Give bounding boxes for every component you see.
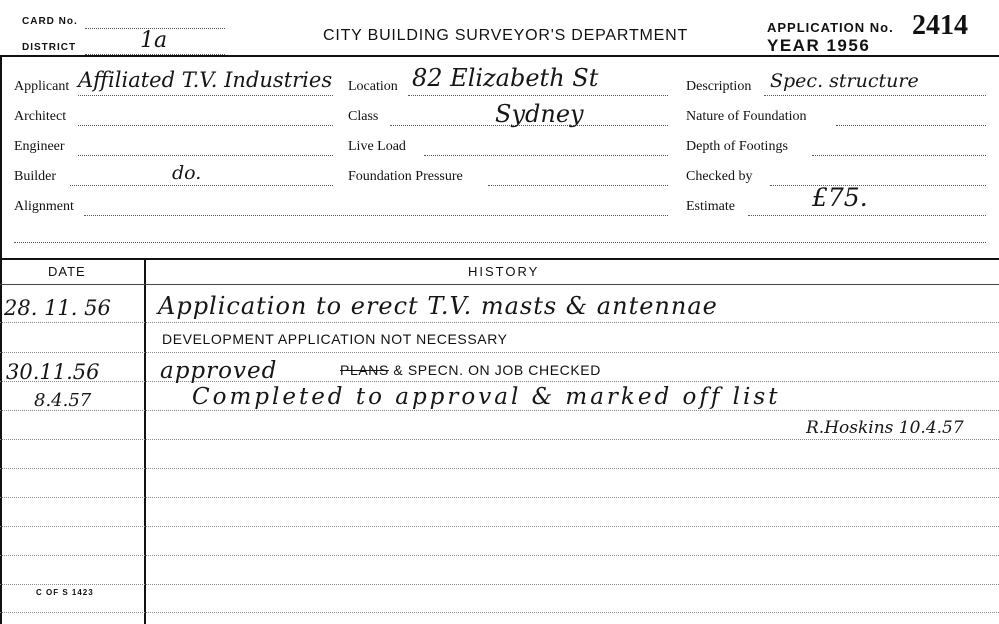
form-code: C OF S 1423: [36, 588, 94, 597]
nature-line: [836, 125, 986, 126]
estimate-label: Estimate: [686, 199, 735, 214]
live-load-label: Live Load: [348, 139, 406, 154]
signature: R.Hoskins 10.4.57: [806, 418, 964, 438]
class-label: Class: [348, 109, 379, 124]
history-rule: [0, 439, 999, 440]
district-line: [85, 54, 225, 55]
engineer-label: Engineer: [14, 139, 65, 154]
card-no-label: CARD No.: [22, 16, 78, 27]
district-value: 1a: [140, 28, 168, 53]
development-stamp: DEVELOPMENT APPLICATION NOT NECESSARY: [162, 331, 508, 347]
live-load-line: [424, 155, 668, 156]
district-label: DISTRICT: [22, 42, 77, 53]
history-rule: [0, 322, 999, 323]
application-no-label: APPLICATION No.: [767, 20, 894, 35]
history-date: 28. 11. 56: [4, 296, 111, 320]
history-rule: [0, 381, 999, 382]
applicant-label: Applicant: [14, 79, 70, 94]
architect-line: [78, 125, 333, 126]
foundation-pressure-label: Foundation Pressure: [348, 169, 463, 184]
alignment-line: [84, 215, 668, 216]
history-text: Application to erect T.V. masts & antennae: [158, 292, 718, 320]
blank-line: [14, 242, 986, 243]
history-rule: [0, 410, 999, 411]
history-column-header: HISTORY: [468, 264, 540, 279]
alignment-label: Alignment: [14, 199, 74, 214]
history-text: Completed to approval & marked off list: [192, 384, 781, 410]
architect-label: Architect: [14, 109, 67, 124]
date-column-header: DATE: [48, 264, 86, 279]
applicant-line: [78, 95, 333, 96]
section-divider: [0, 258, 999, 260]
left-border: [0, 57, 2, 624]
builder-value: do.: [172, 162, 202, 184]
date-column-divider: [144, 260, 146, 624]
builder-line: [70, 185, 333, 186]
description-label: Description: [686, 79, 752, 94]
checked-by-line: [770, 185, 986, 186]
history-rule: [0, 584, 999, 585]
location-value-2: Sydney: [495, 100, 584, 128]
history-rule: [0, 497, 999, 498]
history-header-rule: [0, 284, 999, 285]
builder-label: Builder: [14, 169, 56, 184]
estimate-value: £75.: [812, 183, 868, 212]
engineer-line: [78, 155, 333, 156]
checked-by-label: Checked by: [686, 169, 753, 184]
history-rule: [0, 555, 999, 556]
estimate-line: [748, 215, 986, 216]
department-title: CITY BUILDING SURVEYOR'S DEPARTMENT: [323, 27, 689, 44]
depth-line: [812, 155, 986, 156]
struck-stamp-word: PLANS: [340, 362, 389, 378]
year-label: YEAR 1956: [767, 36, 871, 55]
history-date: 30.11.56: [6, 360, 100, 384]
location-value: 82 Elizabeth St: [412, 64, 599, 92]
history-text: approved: [160, 358, 278, 384]
history-rule: [0, 612, 999, 613]
history-date: 8.4.57: [34, 390, 92, 411]
location-label: Location: [348, 79, 398, 94]
application-no-value: 2414: [912, 10, 968, 41]
history-rule: [0, 352, 999, 353]
history-rule: [0, 468, 999, 469]
location-line: [408, 95, 668, 96]
foundation-pressure-line: [488, 185, 668, 186]
history-rule: [0, 526, 999, 527]
applicant-value: Affiliated T.V. Industries: [78, 68, 333, 92]
description-value: Spec. structure: [770, 70, 919, 92]
nature-of-foundation-label: Nature of Foundation: [686, 109, 807, 124]
approval-stamp: [340, 362, 601, 378]
description-line: [764, 95, 986, 96]
stamp-rest: & SPECN. ON JOB CHECKED: [393, 362, 601, 378]
depth-of-footings-label: Depth of Footings: [686, 139, 788, 154]
